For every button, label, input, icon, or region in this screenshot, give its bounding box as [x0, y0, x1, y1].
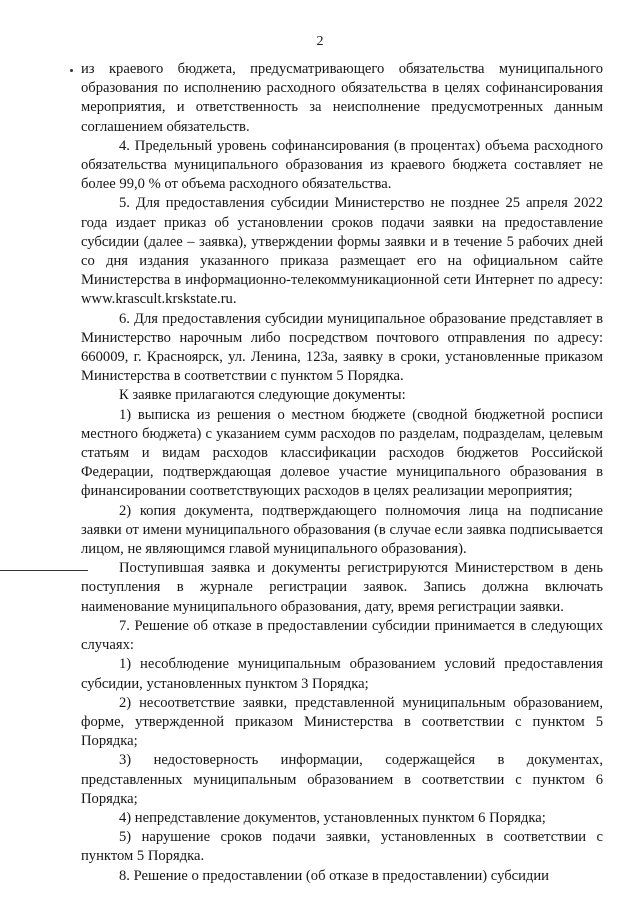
paragraph-refusal-2: 2) несоответствие заявки, представленной муниципальным образованием, форме, утвержденной приказом Министерства в соответствии с пунктом 5 Порядка; — [81, 694, 603, 750]
paragraph-refusal-5: 5) нарушение сроков подачи заявки, установленных в соответствии с пунктом 5 Порядка. — [81, 829, 603, 865]
paragraph-attachments-intro: К заявке прилагаются следующие документы: — [119, 387, 406, 404]
paragraph-item-8: 8. Решение о предоставлении (об отказе в предоставлении) субсидии — [119, 867, 549, 884]
paragraph-attachment-2: 2) копия документа, подтверждающего полномочия лица на подписание заявки от имени муниципального образования (в случае если заявка подписывается лицом, не являющимся главой муниципального образования). — [81, 502, 603, 558]
scan-dot-mark — [70, 69, 73, 72]
paragraph-refusal-1: 1) несоблюдение муниципальным образованием условий предоставления субсидии, установленных пунктом 3 Порядка; — [81, 656, 603, 692]
paragraph-item-5: 5. Для предоставления субсидии Министерство не позднее 25 апреля 2022 года издает приказ об установлении сроков подачи заявки на предоставление субсидии (далее – заявка), утверждении формы заявки и в течение 5 рабочих дней со дня издания указанного приказа размещает его на официальном сайте Министерства в информационно-телекоммуникационной сети Интернет по адресу: www.krascult.krskstate.ru. — [81, 195, 603, 308]
margin-rule-line — [0, 570, 88, 571]
page-number: 2 — [316, 34, 324, 49]
document-body — [81, 60, 603, 886]
paragraph-item-7: 7. Решение об отказе в предоставлении субсидии принимается в следующих случаях: — [81, 617, 603, 654]
paragraph-registration: Поступившая заявка и документы регистрируются Министерством в день поступления в журнале регистрации заявок. Запись должна включать наименование муниципального образования, дату, время регистрации заявки. — [81, 560, 603, 615]
paragraph-refusal-4: 4) непредставление документов, установленных пунктом 6 Порядка; — [119, 809, 546, 826]
paragraph-continuation: из краевого бюджета, предусматривающего обязательства муниципального образования по исполнению расходного обязательства в целях софинансирования мероприятия, и ответственность за неисполнение предусмотренных данным соглашением обязательств. — [81, 61, 603, 135]
paragraph-item-4: 4. Предельный уровень софинансирования (в процентах) объема расходного обязательства муниципального образования из краевого бюджета составляет не более 99,0 % от объема расходного обязательства. — [81, 137, 603, 193]
paragraph-refusal-3: 3) недостоверность информации, содержащейся в документах, представленных муниципальным образованием в соответствии с пунктом 6 Порядка; — [81, 752, 603, 807]
paragraph-item-6: 6. Для предоставления субсидии муниципальное образование представляет в Министерство нарочным либо посредством почтового отправления по адресу: 660009, г. Красноярск, ул. Ленина, 123а, заявку в сроки, установленные приказом Министерства в соответствии с пунктом 5 Порядка. — [81, 310, 603, 385]
paragraph-attachment-1: 1) выписка из решения о местном бюджете (сводной бюджетной росписи местного бюджета) с указанием сумм расходов по разделам, подразделам, целевым статьям и видам расходов классификации расходов бюджетов Российской Федерации, подтверждающая долевое участие муниципального образования в финансировании соответствующих расходов в целях реализации мероприятия; — [81, 406, 603, 500]
